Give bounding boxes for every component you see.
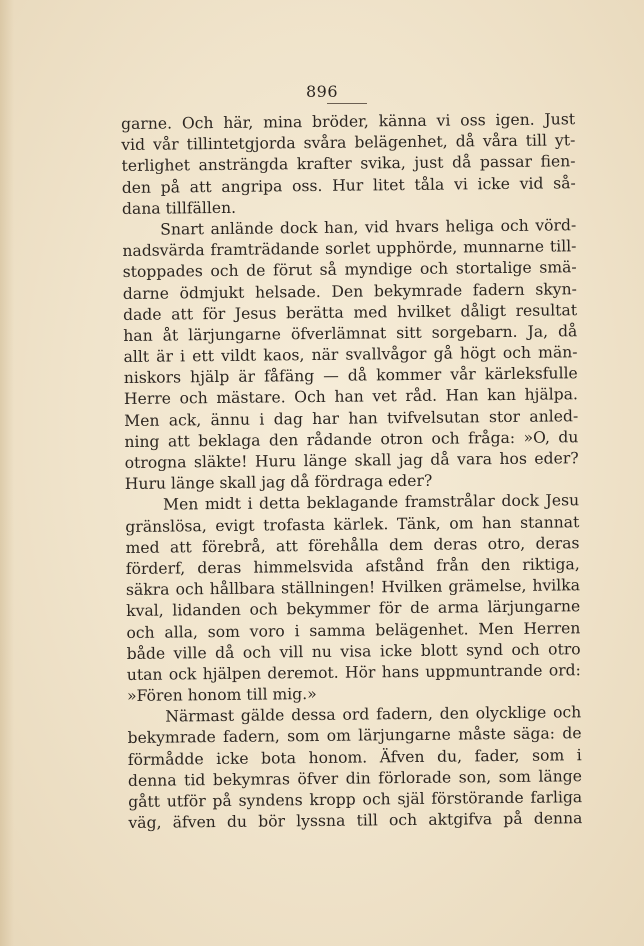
text-line: den på att angripa oss. Hur litet tåla vi icke vid så-: [121, 173, 576, 197]
text-line: allt är i ett vildt kaos, när svallvågor gå högt och män-: [123, 343, 578, 367]
body-text: [121, 109, 583, 834]
text-line: utan ock hjälpen deremot. Hör hans uppmuntrande ord:: [126, 661, 581, 684]
text-line: gått utför på syndens kropp och själ förstörande farliga: [128, 788, 583, 811]
text-line: bekymrade fadern, som om lärjungarne måste säga: de: [127, 724, 582, 748]
text-line: otrogna släkte! Huru länge skall jag då vara hos eder?: [124, 449, 579, 472]
text-line: nadsvärda framträdande sorlet upphörde, munnarne till-: [122, 237, 577, 261]
text-line: förmådde icke bota honom. Äfven du, fader, som i: [127, 745, 582, 769]
text-line: stoppades och de förut så myndige och stortalige smä-: [122, 258, 577, 282]
page-number: 896: [305, 82, 339, 101]
text-line: vid vår tillintetgjorda svåra belägenhet, då våra till yt-: [121, 131, 576, 155]
text-line: säkra och hållbara ställningen! Hvilken grämelse, hvilka: [125, 576, 581, 600]
page-number-rule: [327, 103, 367, 104]
text-line: Men ack, ännu i dag har han tvifvelsutan stor anled-: [124, 406, 579, 430]
text-line: kval, lidanden och bekymmer för de arma lärjungarne: [126, 597, 581, 621]
text-line: dana tillfällen.: [121, 198, 237, 218]
text-line: väg, äfven du bör lyssna till och aktgifva på denna: [128, 809, 583, 833]
text-line: Snart anlände dock han, vid hvars heliga och vörd-: [160, 216, 577, 239]
text-line: terlighet ansträngda krafter svika, just då passar fien-: [121, 152, 576, 176]
text-line: niskors hjälp är fåfäng — då kommer vår kärleksfulle: [123, 364, 578, 388]
text-line: och alla, som voro i samma belägenhet. Men Herren: [126, 618, 581, 642]
text-line: förderf, deras himmelsvida afstånd från den riktiga,: [125, 555, 580, 578]
text-line: Närmast gälde dessa ord fadern, den olycklige och: [165, 703, 582, 726]
text-line: Herre och mästare. Och han vet råd. Han kan hjälpa.: [123, 385, 579, 409]
text-line: gränslösa, evigt trofasta kärlek. Tänk, om han stannat: [125, 512, 580, 536]
text-line: ning att beklaga den rådande otron och fråga: »O, du: [124, 428, 579, 451]
text-line: dade att för Jesus berätta med hvilket dåligt resultat: [123, 300, 578, 324]
text-line: denna tid bekymras öfver din förlorade son, som länge: [127, 767, 583, 790]
text-line: »Fören honom till mig.»: [127, 685, 317, 706]
text-line: Huru länge skall jag då fördraga eder?: [124, 471, 433, 494]
text-line: Men midt i detta beklagande framstrålar dock Jesu: [163, 491, 580, 514]
text-line: både ville då och vill nu visa icke blott synd och otro: [126, 639, 581, 663]
text-line: med att förebrå, att förehålla dem deras otro, deras: [125, 533, 580, 557]
text-line: garne. Och här, mina bröder, känna vi oss igen. Just: [121, 110, 576, 133]
text-line: han åt lärjungarne öfverlämnat sitt sorgebarn. Ja, då: [123, 322, 578, 345]
text-line: darne ödmjukt helsade. Den bekymrade fadern skyn-: [122, 279, 577, 303]
